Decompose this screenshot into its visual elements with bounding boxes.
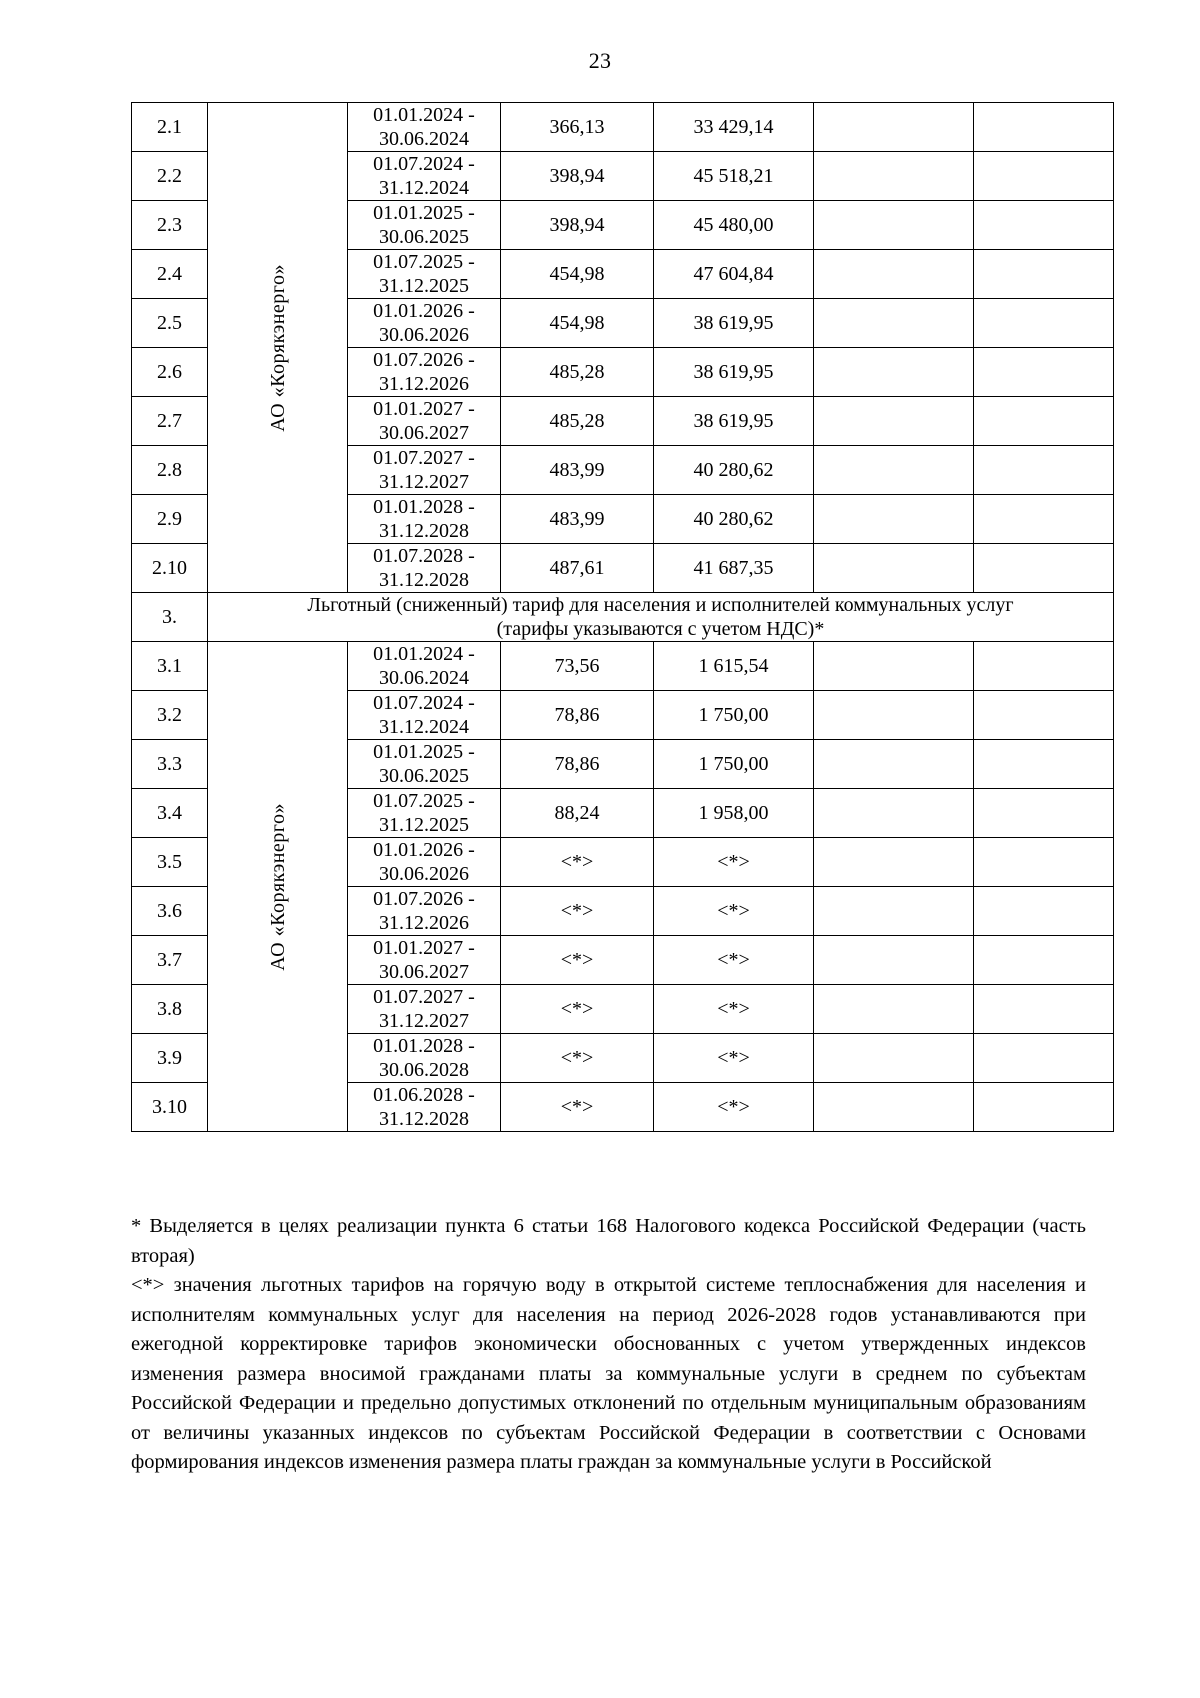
tariff-table-body	[132, 103, 1114, 1132]
period-start: 01.01.2024 -	[373, 643, 475, 665]
table-row	[132, 642, 1114, 691]
period-cell	[348, 691, 501, 740]
empty-cell-2	[974, 789, 1114, 838]
period-end: 31.12.2027	[379, 471, 469, 493]
period-end: 31.12.2024	[379, 177, 469, 199]
period-cell	[348, 103, 501, 152]
period-start: 01.01.2026 -	[373, 300, 475, 322]
period-cell	[348, 446, 501, 495]
amount-value-cell: <*>	[654, 1034, 814, 1083]
period-cell	[348, 936, 501, 985]
period-start: 01.01.2027 -	[373, 937, 475, 959]
empty-cell-1	[814, 397, 974, 446]
period-cell	[348, 544, 501, 593]
row-number-cell: 3.3	[132, 740, 208, 789]
tariff-value-cell: 454,98	[501, 299, 654, 348]
tariff-value-cell: 88,24	[501, 789, 654, 838]
tariff-value-cell: <*>	[501, 887, 654, 936]
row-number-cell: 3.1	[132, 642, 208, 691]
empty-cell-1	[814, 838, 974, 887]
amount-value-cell: 33 429,14	[654, 103, 814, 152]
tariff-value-cell: 485,28	[501, 348, 654, 397]
amount-value-cell: 38 619,95	[654, 348, 814, 397]
empty-cell-1	[814, 495, 974, 544]
page-number: 23	[588, 48, 612, 73]
empty-cell-2	[974, 495, 1114, 544]
tariff-value-cell: 487,61	[501, 544, 654, 593]
row-number-cell: 2.4	[132, 250, 208, 299]
empty-cell-1	[814, 250, 974, 299]
section-title-line-2: (тарифы указываются с учетом НДС)*	[496, 618, 825, 640]
tariff-value-cell: 366,13	[501, 103, 654, 152]
footnotes-block	[131, 1212, 1086, 1478]
empty-cell-2	[974, 250, 1114, 299]
period-cell	[348, 985, 501, 1034]
period-end: 30.06.2027	[379, 961, 469, 983]
organization-cell	[208, 642, 348, 1132]
organization-rotate-holder	[208, 803, 347, 971]
row-number-cell: 2.5	[132, 299, 208, 348]
period-start: 01.01.2026 -	[373, 839, 475, 861]
empty-cell-2	[974, 1083, 1114, 1132]
tariff-value-cell: <*>	[501, 936, 654, 985]
empty-cell-1	[814, 1083, 974, 1132]
tariff-value-cell: 454,98	[501, 250, 654, 299]
period-cell	[348, 397, 501, 446]
period-end: 30.06.2024	[379, 128, 469, 150]
row-number-cell: 2.9	[132, 495, 208, 544]
row-number-cell: 3.9	[132, 1034, 208, 1083]
tariff-value-cell: <*>	[501, 985, 654, 1034]
empty-cell-1	[814, 691, 974, 740]
period-end: 30.06.2025	[379, 226, 469, 248]
empty-cell-1	[814, 740, 974, 789]
tariff-value-cell: 78,86	[501, 691, 654, 740]
tariff-table	[131, 102, 1114, 1132]
section-header-row	[132, 593, 1114, 642]
row-number-cell: 3.4	[132, 789, 208, 838]
empty-cell-2	[974, 103, 1114, 152]
amount-value-cell: 40 280,62	[654, 446, 814, 495]
organization-label: АО «Корякэнерго»	[266, 802, 289, 971]
period-start: 01.01.2025 -	[373, 202, 475, 224]
empty-cell-1	[814, 152, 974, 201]
empty-cell-2	[974, 152, 1114, 201]
tariff-value-cell: <*>	[501, 1083, 654, 1132]
period-end: 30.06.2024	[379, 667, 469, 689]
period-cell	[348, 642, 501, 691]
empty-cell-2	[974, 446, 1114, 495]
empty-cell-2	[974, 887, 1114, 936]
period-end: 30.06.2025	[379, 765, 469, 787]
period-cell	[348, 887, 501, 936]
period-end: 31.12.2028	[379, 1108, 469, 1130]
amount-value-cell: 47 604,84	[654, 250, 814, 299]
empty-cell-1	[814, 201, 974, 250]
tariff-value-cell: <*>	[501, 838, 654, 887]
organization-label: АО «Корякэнерго»	[266, 263, 289, 432]
amount-value-cell: 40 280,62	[654, 495, 814, 544]
amount-value-cell: 41 687,35	[654, 544, 814, 593]
row-number-cell: 3.7	[132, 936, 208, 985]
period-end: 31.12.2027	[379, 1010, 469, 1032]
empty-cell-1	[814, 103, 974, 152]
period-start: 01.07.2024 -	[373, 692, 475, 714]
empty-cell-1	[814, 985, 974, 1034]
amount-value-cell: <*>	[654, 985, 814, 1034]
period-cell	[348, 299, 501, 348]
period-end: 30.06.2027	[379, 422, 469, 444]
empty-cell-1	[814, 642, 974, 691]
row-number-cell: 3.8	[132, 985, 208, 1034]
amount-value-cell: <*>	[654, 936, 814, 985]
period-end: 31.12.2028	[379, 520, 469, 542]
period-end: 30.06.2028	[379, 1059, 469, 1081]
empty-cell-2	[974, 985, 1114, 1034]
period-start: 01.07.2025 -	[373, 251, 475, 273]
row-number-cell: 2.10	[132, 544, 208, 593]
empty-cell-2	[974, 936, 1114, 985]
section-title-line-1: Льготный (сниженный) тариф для населения и исполнителей коммунальных услуг	[307, 594, 1014, 616]
row-number-cell: 2.6	[132, 348, 208, 397]
period-start: 01.06.2028 -	[373, 1084, 475, 1106]
period-start: 01.07.2024 -	[373, 153, 475, 175]
period-start: 01.07.2025 -	[373, 790, 475, 812]
empty-cell-2	[974, 299, 1114, 348]
period-cell	[348, 838, 501, 887]
period-start: 01.01.2028 -	[373, 496, 475, 518]
period-end: 30.06.2026	[379, 324, 469, 346]
period-cell	[348, 348, 501, 397]
row-number-cell: 3.6	[132, 887, 208, 936]
tariff-value-cell: 398,94	[501, 201, 654, 250]
period-cell	[348, 152, 501, 201]
amount-value-cell: <*>	[654, 887, 814, 936]
organization-cell	[208, 103, 348, 593]
row-number-cell: 2.1	[132, 103, 208, 152]
period-start: 01.07.2026 -	[373, 888, 475, 910]
amount-value-cell: 1 615,54	[654, 642, 814, 691]
tariff-value-cell: <*>	[501, 1034, 654, 1083]
period-end: 31.12.2025	[379, 814, 469, 836]
table-row	[132, 103, 1114, 152]
amount-value-cell: 1 750,00	[654, 740, 814, 789]
period-cell	[348, 495, 501, 544]
period-start: 01.07.2027 -	[373, 986, 475, 1008]
empty-cell-2	[974, 740, 1114, 789]
period-cell	[348, 250, 501, 299]
tariff-value-cell: 483,99	[501, 446, 654, 495]
row-number-cell: 2.8	[132, 446, 208, 495]
tariff-value-cell: 483,99	[501, 495, 654, 544]
period-start: 01.01.2027 -	[373, 398, 475, 420]
tariff-value-cell: 398,94	[501, 152, 654, 201]
empty-cell-2	[974, 544, 1114, 593]
empty-cell-2	[974, 642, 1114, 691]
period-start: 01.07.2026 -	[373, 349, 475, 371]
empty-cell-2	[974, 1034, 1114, 1083]
amount-value-cell: <*>	[654, 838, 814, 887]
period-end: 31.12.2028	[379, 569, 469, 591]
section-title	[208, 593, 1114, 642]
period-cell	[348, 1083, 501, 1132]
tariff-value-cell: 78,86	[501, 740, 654, 789]
section-number: 3.	[132, 593, 208, 642]
period-cell	[348, 1034, 501, 1083]
tariff-value-cell: 73,56	[501, 642, 654, 691]
period-end: 31.12.2026	[379, 373, 469, 395]
period-cell	[348, 789, 501, 838]
tariff-table-container	[131, 102, 1113, 1132]
amount-value-cell: <*>	[654, 1083, 814, 1132]
period-start: 01.07.2027 -	[373, 447, 475, 469]
amount-value-cell: 1 750,00	[654, 691, 814, 740]
tariff-value-cell: 485,28	[501, 397, 654, 446]
amount-value-cell: 38 619,95	[654, 299, 814, 348]
amount-value-cell: 45 518,21	[654, 152, 814, 201]
row-number-cell: 3.10	[132, 1083, 208, 1132]
empty-cell-2	[974, 201, 1114, 250]
empty-cell-2	[974, 838, 1114, 887]
footnote-angle-asterisk: <*> значения льготных тарифов на горячую воду в открытой системе теплоснабжения для населения и исполнителям коммунальных услуг для населения на период 2026-2028 годов устанавливаются при ежегодной корректировке тарифов экономически обоснованных с учетом утвержденных индексов изменения размера вносимой гражданами платы за коммунальные услуги в среднем по субъектам Российской Федерации и предельно допустимых отклонений по отдельным муниципальным образованиям от величины указанных индексов по субъектам Российской Федерации в соответствии с Основами формирования индексов изменения размера платы граждан за коммунальные услуги в Российской	[131, 1274, 1086, 1474]
period-end: 30.06.2026	[379, 863, 469, 885]
empty-cell-1	[814, 348, 974, 397]
period-end: 31.12.2025	[379, 275, 469, 297]
empty-cell-1	[814, 789, 974, 838]
period-end: 31.12.2026	[379, 912, 469, 934]
empty-cell-1	[814, 299, 974, 348]
period-start: 01.01.2028 -	[373, 1035, 475, 1057]
period-start: 01.01.2025 -	[373, 741, 475, 763]
organization-rotate-holder	[208, 264, 347, 432]
row-number-cell: 2.3	[132, 201, 208, 250]
empty-cell-2	[974, 397, 1114, 446]
row-number-cell: 2.2	[132, 152, 208, 201]
empty-cell-1	[814, 1034, 974, 1083]
row-number-cell: 3.5	[132, 838, 208, 887]
empty-cell-1	[814, 446, 974, 495]
row-number-cell: 2.7	[132, 397, 208, 446]
empty-cell-1	[814, 887, 974, 936]
empty-cell-2	[974, 691, 1114, 740]
empty-cell-2	[974, 348, 1114, 397]
period-end: 31.12.2024	[379, 716, 469, 738]
amount-value-cell: 38 619,95	[654, 397, 814, 446]
amount-value-cell: 45 480,00	[654, 201, 814, 250]
row-number-cell: 3.2	[132, 691, 208, 740]
empty-cell-1	[814, 936, 974, 985]
period-start: 01.01.2024 -	[373, 104, 475, 126]
period-start: 01.07.2028 -	[373, 545, 475, 567]
footnote-asterisk: * Выделяется в целях реализации пункта 6 статьи 168 Налогового кодекса Российской Федерации (часть вторая)	[131, 1215, 1086, 1267]
period-cell	[348, 740, 501, 789]
empty-cell-1	[814, 544, 974, 593]
period-cell	[348, 201, 501, 250]
amount-value-cell: 1 958,00	[654, 789, 814, 838]
